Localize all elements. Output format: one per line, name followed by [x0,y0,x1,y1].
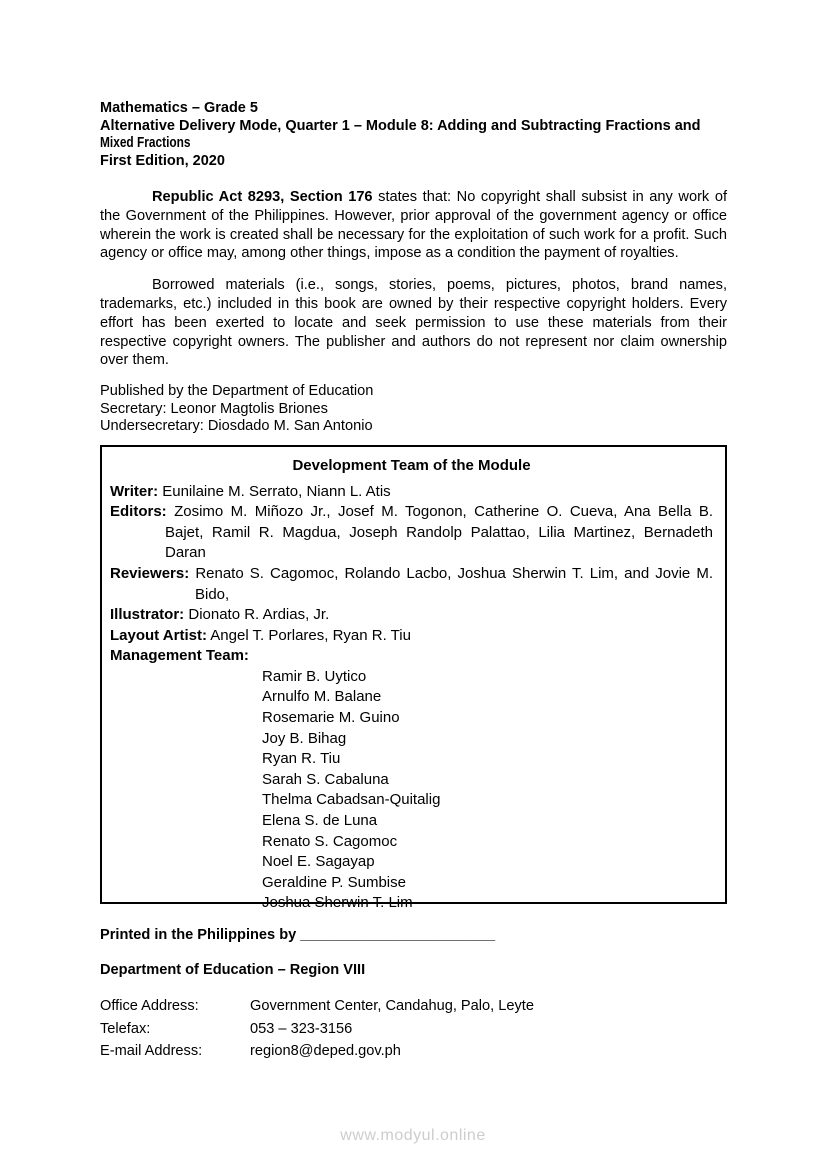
office-address-label: Office Address: [100,998,199,1015]
office-address-value: Government Center, Candahug, Palo, Leyte [250,998,534,1015]
contact-row-office-address [100,995,727,1018]
management-team-member: Ramir B. Uytico [262,667,367,685]
email-value: region8@deped.gov.ph [250,1043,401,1060]
printed-in-philippines-line [100,927,727,945]
team-entry-writer [110,482,713,503]
management-team-member: Elena S. de Luna [262,812,378,830]
contact-block [100,995,727,1063]
email-label: E-mail Address: [100,1043,203,1060]
module-header [100,100,727,170]
management-team-member: Renato S. Cagomoc [262,832,398,850]
module-subject-line: Mathematics – Grade 5 [100,100,258,116]
republic-act-lead: Republic Act 8293, Section 176 [152,189,373,205]
team-entry-editors [110,502,713,564]
module-title-line: Alternative Delivery Mode, Quarter 1 – Module 8: Adding and Subtracting Fractions and [100,117,701,134]
management-team-list [110,667,713,914]
printed-blank-line: ________________________ [300,926,496,943]
watermark-url: www.modyul.online [340,1127,486,1144]
writer-names: Eunilaine M. Serrato, Niann L. Atis [162,482,391,500]
management-team-member: Arnulfo M. Balane [262,688,382,706]
management-team-member: Thelma Cabadsan-Quitalig [262,791,441,809]
management-team-member: Sarah S. Cabaluna [262,770,389,788]
writer-label: Writer: [110,482,159,500]
publisher-block [100,383,727,436]
module-title-continuation: Mixed Fractions [100,135,191,151]
printed-label: Printed in the Philippines by [100,926,297,943]
management-team-member: Ryan R. Tiu [262,750,341,768]
team-entry-illustrator [110,605,713,626]
copyright-notice-paragraph [100,188,727,263]
management-team-member: Joshua Sherwin T. Lim [262,894,413,912]
editors-label: Editors: [110,503,167,521]
contact-row-email [100,1040,727,1063]
reviewers-label: Reviewers: [110,564,190,582]
team-entry-reviewers [110,564,713,605]
deped-region-line: Department of Education – Region VIII [100,961,366,978]
secretary-line: Secretary: Leonor Magtolis Briones [100,400,328,417]
telefax-label: Telefax: [100,1020,151,1037]
team-entry-management-team [110,646,713,667]
development-team-box [100,445,727,912]
management-team-member: Noel E. Sagayap [262,853,375,871]
telefax-value: 053 – 323-3156 [250,1020,353,1037]
contact-row-telefax [100,1018,727,1041]
development-team-title: Development Team of the Module [292,456,531,474]
layout-artist-names: Angel T. Porlares, Ryan R. Tiu [210,626,411,644]
management-team-member: Rosemarie M. Guino [262,709,400,727]
illustrator-names: Dionato R. Ardias, Jr. [188,606,330,624]
copyright-notice-text: states that: No copyright shall subsist in any work of the Government of the Philippines. However, prior approval of the government agency or office wherein the work is created shall be necessary for the exploitation of such work for a profit. Such agency or office may, among other things, impose as a condition the payment of royalties. [100,189,727,262]
illustrator-label: Illustrator: [110,606,185,624]
module-edition-line: First Edition, 2020 [100,152,225,169]
layout-artist-label: Layout Artist: [110,626,207,644]
management-team-member: Geraldine P. Sumbise [262,873,406,891]
management-team-member: Joy B. Bihag [262,729,347,747]
team-entry-layout-artist [110,626,713,647]
reviewers-names: Renato S. Cagomoc, Rolando Lacbo, Joshua Sherwin T. Lim, and Jovie M. Bido, [195,564,714,603]
undersecretary-line: Undersecretary: Diosdado M. San Antonio [100,418,373,435]
editors-names: Zosimo M. Miñozo Jr., Josef M. Togonon, Catherine O. Cueva, Ana Bella B. Bajet, Ramil R. Magdua, Joseph Randolp Palattao, Lilia Martinez, Bernadeth Daran [165,503,713,562]
management-team-label: Management Team: [110,647,249,665]
published-by-line: Published by the Department of Education [100,383,374,400]
borrowed-materials-paragraph: Borrowed materials (i.e., songs, stories, poems, pictures, photos, brand names, trademarks, etc.) included in this book are owned by their respective copyright holders. Every effort has been exerted to locate and seek permission to use these materials from their respective copyright owners. The publisher and authors do not represent nor claim ownership over them. [100,277,727,369]
